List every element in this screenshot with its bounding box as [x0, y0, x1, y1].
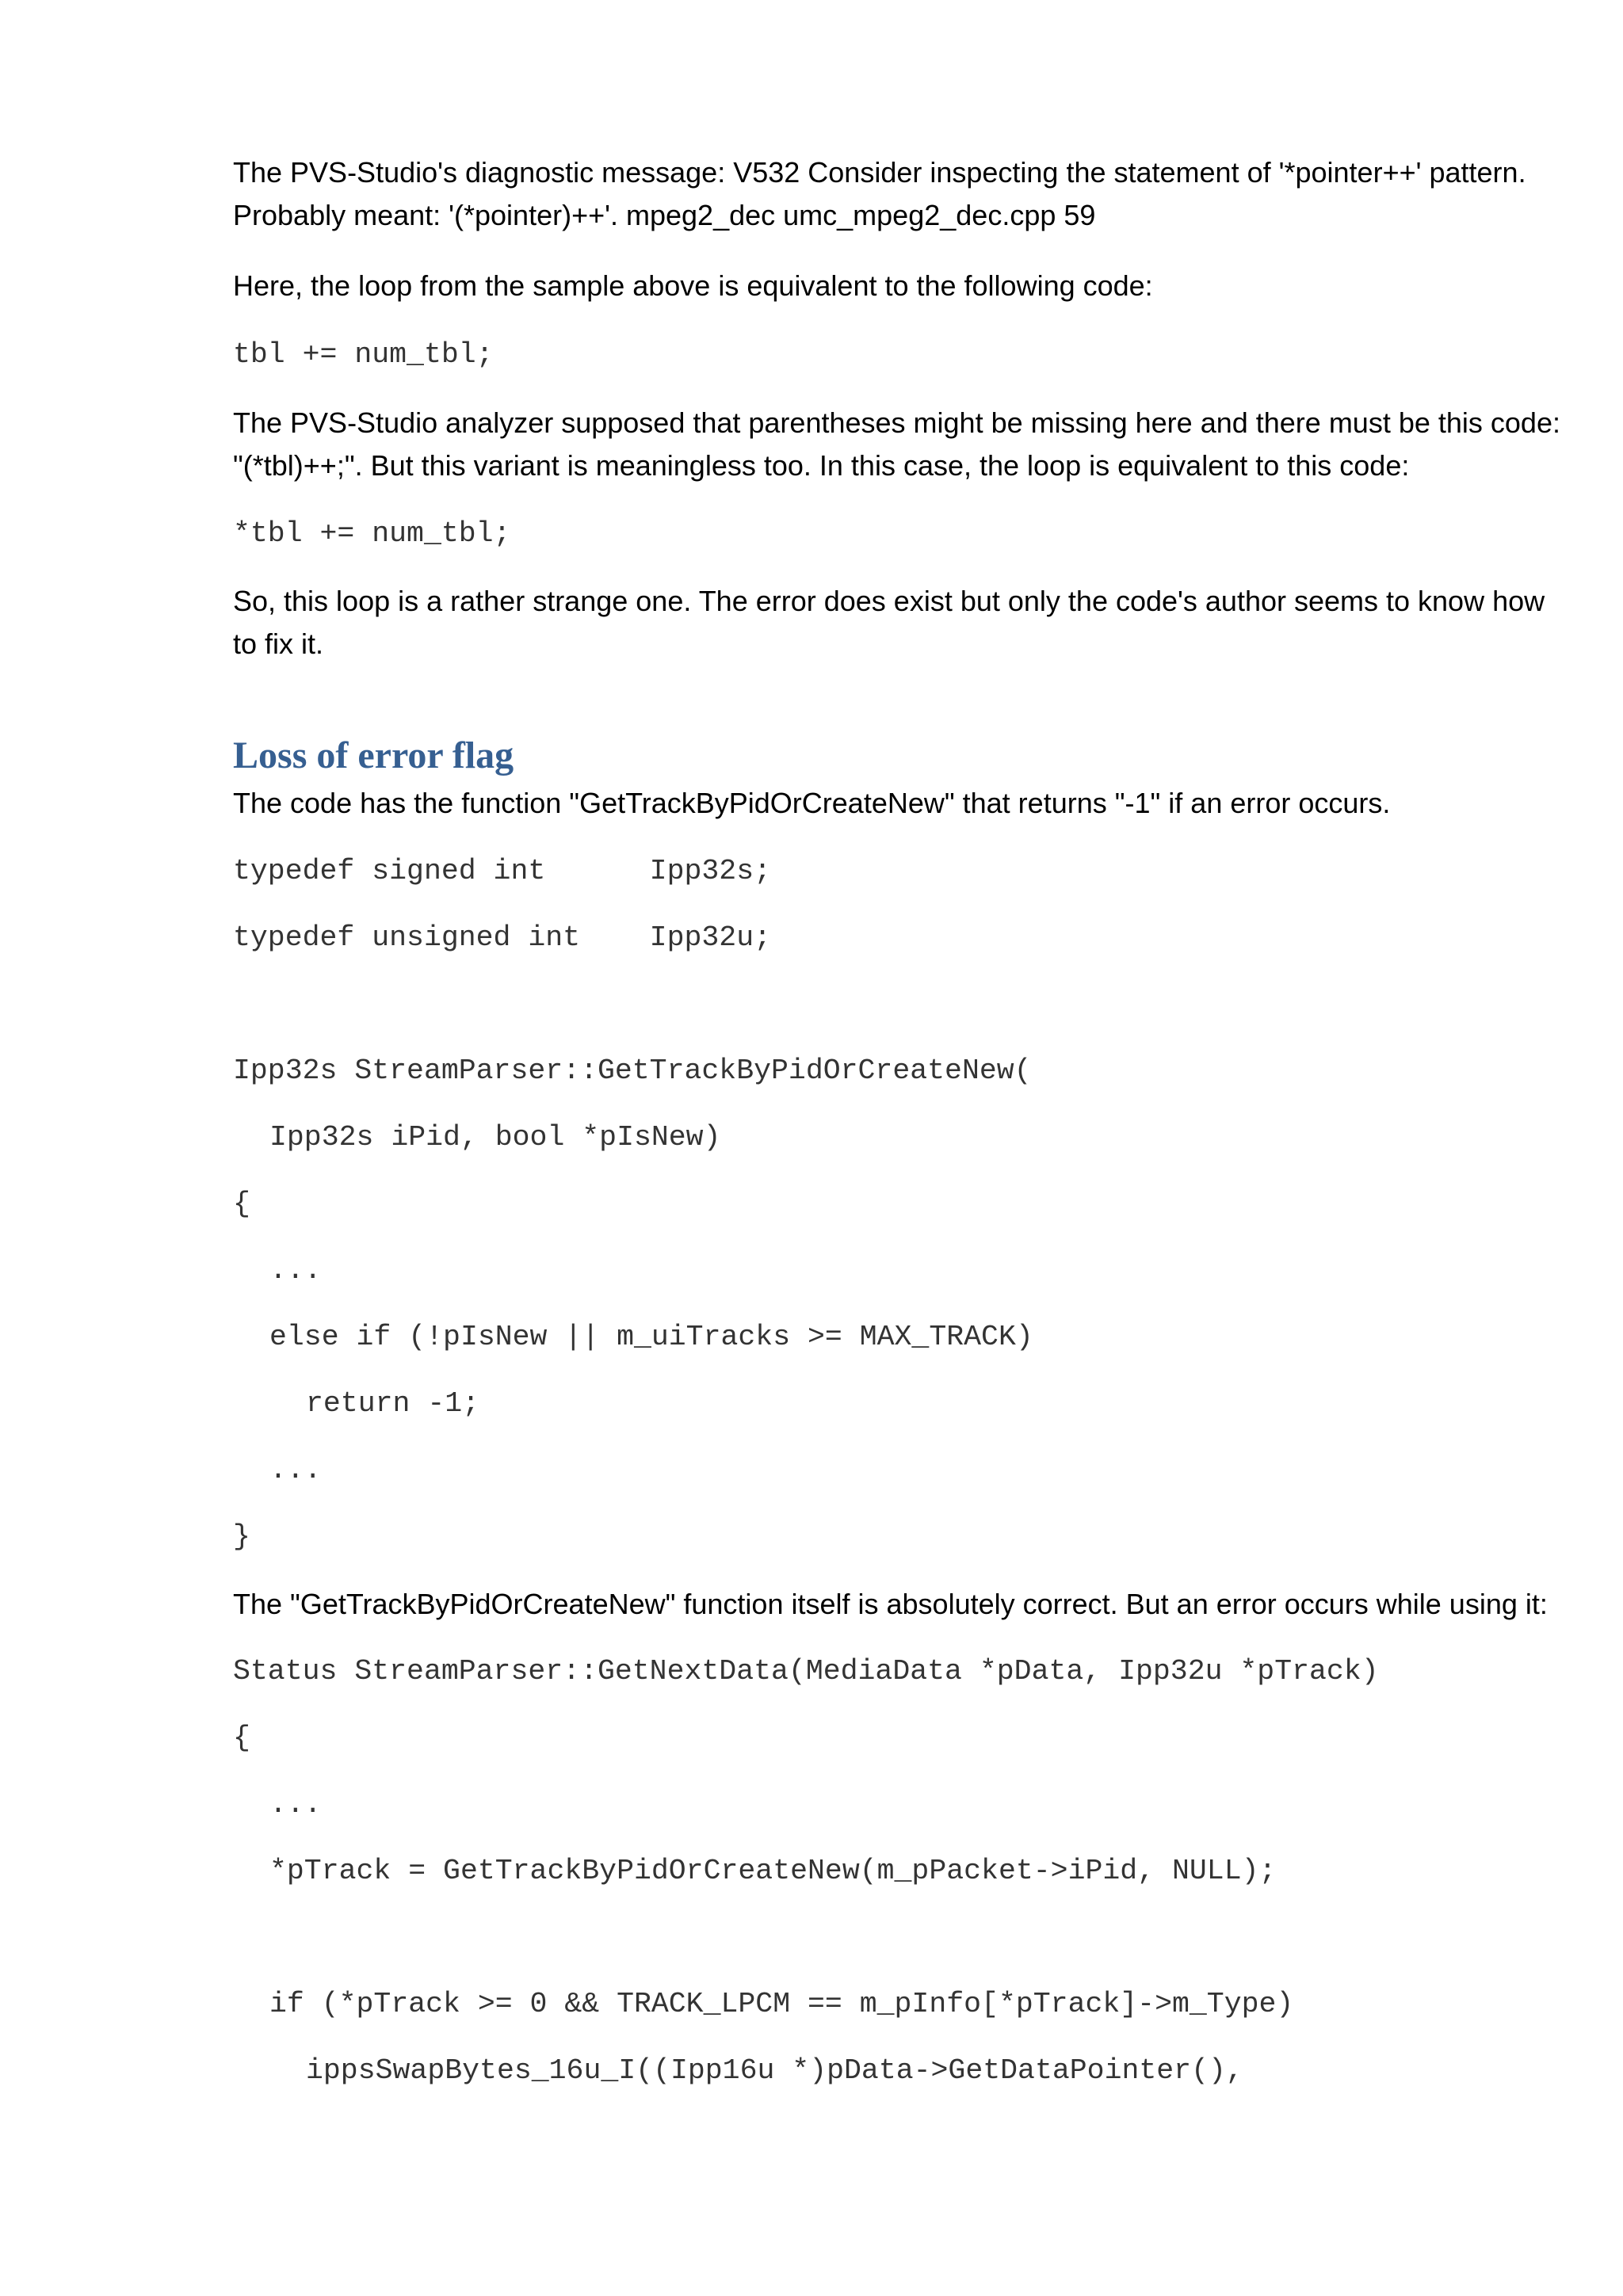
code-line: *pTrack = GetTrackByPidOrCreateNew(m_pPacket->iPid, NULL); [269, 1855, 1277, 1887]
code-line: Ipp32s iPid, bool *pIsNew) [269, 1121, 721, 1154]
code-line: ... [269, 1454, 322, 1486]
code-line: { [233, 1722, 250, 1754]
diagnostic-message-line-1: The PVS-Studio's diagnostic message: V532 Consider inspecting the statement of '*pointer++' pattern. [233, 156, 1526, 189]
loop-equivalent-paragraph: Here, the loop from the sample above is equivalent to the following code: [233, 269, 1153, 302]
code-line: Status StreamParser::GetNextData(MediaData *pData, Ipp32u *pTrack) [233, 1655, 1379, 1688]
code-line-tbl-add: tbl += num_tbl; [233, 338, 494, 371]
code-line: return -1; [306, 1387, 480, 1420]
strange-loop-paragraph-line-1: So, this loop is a rather strange one. The error does exist but only the code's author seems to know how [233, 585, 1545, 617]
code-line: if (*pTrack >= 0 && TRACK_LPCM == m_pInfo[*pTrack]->m_Type) [269, 1988, 1294, 2020]
analyzer-paragraph-line-1: The PVS-Studio analyzer supposed that parentheses might be missing here and there must be this code: [233, 406, 1560, 439]
code-line: Ipp32s StreamParser::GetTrackByPidOrCreateNew( [233, 1055, 1032, 1087]
strange-loop-paragraph-line-2: to fix it. [233, 627, 324, 660]
code-line: { [233, 1188, 250, 1220]
section-heading: Loss of error flag [233, 734, 514, 776]
code-line: typedef unsigned int Ipp32u; [233, 921, 772, 954]
usage-error-paragraph: The "GetTrackByPidOrCreateNew" function itself is absolutely correct. But an error occurs while using it: [233, 1588, 1548, 1620]
diagnostic-message-line-2: Probably meant: '(*pointer)++'. mpeg2_dec umc_mpeg2_dec.cpp 59 [233, 199, 1096, 231]
code-line: typedef signed int Ipp32s; [233, 855, 772, 887]
code-line: ... [269, 1788, 322, 1821]
code-line: } [233, 1520, 250, 1553]
code-line: ippsSwapBytes_16u_I((Ipp16u *)pData->GetDataPointer(), [306, 2054, 1243, 2087]
code-line-deref-tbl-add: *tbl += num_tbl; [233, 517, 511, 550]
code-line: ... [269, 1254, 322, 1287]
analyzer-paragraph-line-2: "(*tbl)++;". But this variant is meaningless too. In this case, the loop is equivalent to this code: [233, 449, 1410, 482]
function-intro-paragraph: The code has the function "GetTrackByPidOrCreateNew" that returns "-1" if an error occurs. [233, 787, 1391, 819]
code-line: else if (!pIsNew || m_uiTracks >= MAX_TRACK) [269, 1321, 1033, 1353]
